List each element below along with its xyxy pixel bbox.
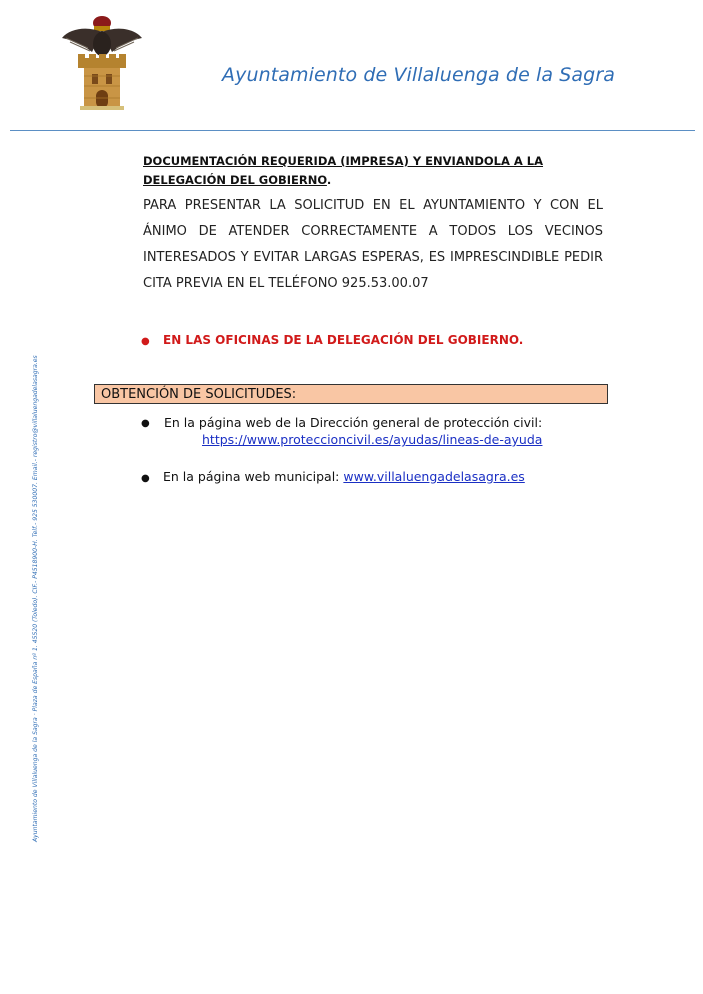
list-item-municipal-text: En la página web municipal: <box>163 469 344 484</box>
bullet-dot-icon: ● <box>141 336 150 347</box>
proteccion-civil-link[interactable]: https://www.proteccioncivil.es/ayudas/lineas-de-ayuda <box>202 432 543 447</box>
solicitudes-section-header <box>94 384 608 404</box>
appointment-paragraph: PARA PRESENTAR LA SOLICITUD EN EL AYUNTAMIENTO Y CON EL ÁNIMO DE ATENDER CORRECTAMENTE A TODOS LOS VECINOS INTERESADOS Y EVITAR LARGAS ESPERAS, ES IMPRESCINDIBLE PEDIR CITA PREVIA EN EL TELÉFONO 925.53.00.07 <box>143 198 603 291</box>
municipal-website-link[interactable]: www.villaluengadelasagra.es <box>343 469 525 484</box>
documentation-heading-text: DOCUMENTACIÓN REQUERIDA (IMPRESA) Y ENVIANDOLA A LA DELEGACIÓN DEL GOBIERNO <box>143 154 544 187</box>
list-item-municipal <box>163 469 525 484</box>
sidebar-contact-text: Ayuntamiento de Villaluenga de la Sagra · Plaza de España nº 1. 45520 (Toledo). CIF.- P4518900-H. Telf.- 925 530007. Email.- registro@villaluengadelasagra.es <box>32 355 39 842</box>
delegation-offices-item <box>141 333 523 347</box>
list-item-proteccion-civil-text: En la página web de la Dirección general de protección civil: <box>164 415 543 430</box>
documentation-heading <box>143 152 605 190</box>
coat-of-arms-logo-icon <box>58 14 146 114</box>
solicitudes-section-title: OBTENCIÓN DE SOLICITUDES: <box>101 387 297 402</box>
bullet-dot-icon: ● <box>141 418 150 429</box>
header-divider <box>10 130 695 131</box>
delegation-offices-text: EN LAS OFICINAS DE LA DELEGACIÓN DEL GOBIERNO. <box>163 333 524 347</box>
documentation-heading-tail: . <box>326 173 332 187</box>
bullet-dot-icon: ● <box>141 473 150 484</box>
header-title: Ayuntamiento de Villaluenga de la Sagra <box>222 64 615 86</box>
